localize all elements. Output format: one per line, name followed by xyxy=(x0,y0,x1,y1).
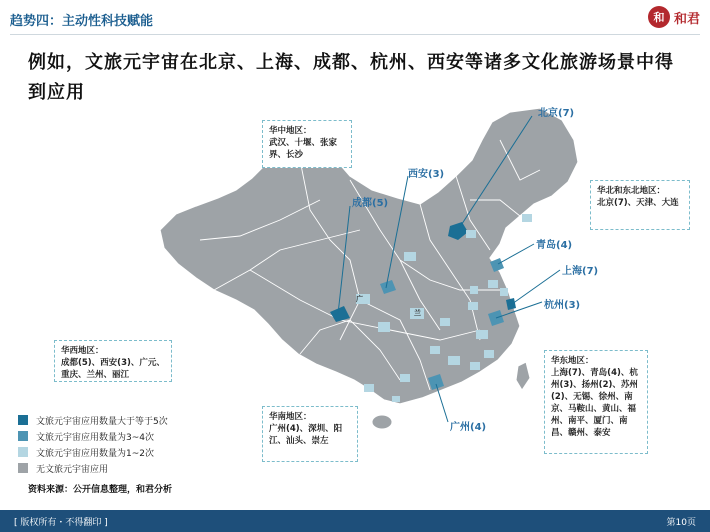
logo-seal-icon: 和 xyxy=(648,6,670,28)
region-box-west-title: 华西地区： xyxy=(61,346,104,356)
city-label-chengdu: 成都(5) xyxy=(352,198,389,209)
city-label-small-guang: 广 xyxy=(356,295,363,303)
region-box-south xyxy=(262,406,358,462)
page-number: 第10页 xyxy=(666,518,696,528)
logo-text: 和君 xyxy=(673,11,700,27)
legend-swatch xyxy=(18,431,28,441)
region-box-west xyxy=(54,340,172,382)
region-box-north xyxy=(590,180,690,230)
city-label-shanghai: 上海(7) xyxy=(562,266,599,277)
region-box-central-body: 武汉、十堰、张家界、长沙 xyxy=(269,138,338,160)
page-title: 趋势四：主动性科技赋能 xyxy=(10,14,154,29)
legend-label: 文旅元宇宙应用数量为3~4次 xyxy=(36,432,154,443)
legend-label: 无文旅元宇宙应用 xyxy=(36,464,109,475)
legend-label: 文旅元宇宙应用数量大于等于5次 xyxy=(36,416,168,427)
region-box-central xyxy=(262,120,352,168)
region-box-central-title: 华中地区： xyxy=(269,126,312,136)
region-box-south-body: 广州(4)、深圳、阳江、汕头、崇左 xyxy=(269,424,343,446)
legend-label: 文旅元宇宙应用数量为1~2次 xyxy=(36,448,154,459)
city-label-beijing: 北京(7) xyxy=(538,108,575,119)
footer-bar xyxy=(0,510,710,532)
taiwan-island xyxy=(516,362,530,390)
hainan-island xyxy=(372,415,392,429)
city-label-xian: 西安(3) xyxy=(408,169,445,180)
city-label-hangzhou: 杭州(3) xyxy=(544,300,581,311)
legend-item xyxy=(18,460,168,476)
legend-item xyxy=(18,444,168,460)
region-box-west-body: 成都(5)、西安(3)、广元、重庆、兰州、丽江 xyxy=(61,358,165,380)
headline: 例如，文旅元宇宙在北京、上海、成都、杭州、西安等诸多文化旅游场景中得到应用 xyxy=(28,52,674,103)
region-box-north-title: 华北和东北地区： xyxy=(597,186,666,196)
source-note: 资料来源：公开信息整理，和君分析 xyxy=(28,485,173,495)
city-label-qingdao: 青岛(4) xyxy=(536,240,573,251)
legend-item xyxy=(18,428,168,444)
legend-swatch xyxy=(18,463,28,473)
region-box-east-body: 上海(7)、青岛(4)、杭州(3)、扬州(2)、苏州(2)、无锡、徐州、南京、马鞍山、黄山、福州、南平、厦门、南昌、赣州、泰安 xyxy=(551,368,638,438)
legend-item xyxy=(18,412,168,428)
legend-swatch xyxy=(18,415,28,425)
region-box-east xyxy=(544,350,648,454)
region-box-east-title: 华东地区： xyxy=(551,356,594,366)
region-box-north-body: 北京(7)、天津、大连 xyxy=(597,198,679,208)
copyright-notice: [ 版权所有・不得翻印 ] xyxy=(14,518,108,528)
region-box-south-title: 华南地区： xyxy=(269,412,312,422)
city-label-small-lan: 兰 xyxy=(414,309,421,317)
city-label-guangzhou: 广州(4) xyxy=(450,422,487,433)
legend-swatch xyxy=(18,447,28,457)
map-legend xyxy=(18,412,168,476)
